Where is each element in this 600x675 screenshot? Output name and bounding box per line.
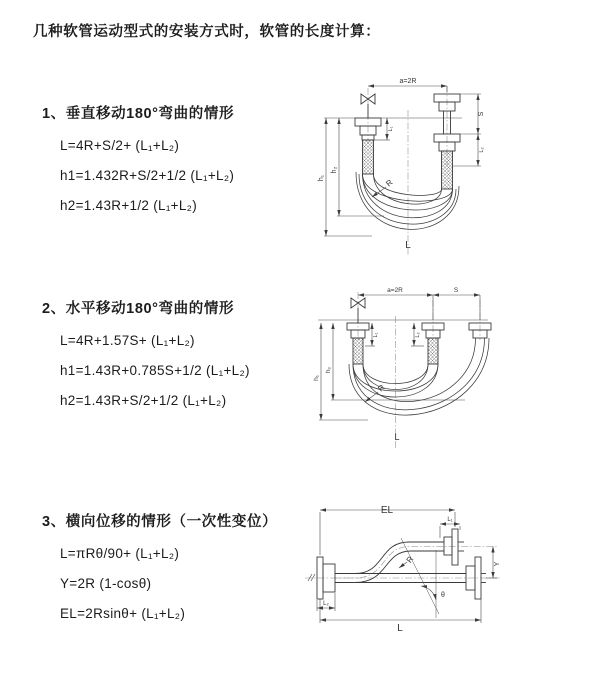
formula-l: L=πRθ/90+ (L₁+L₂) xyxy=(60,546,180,561)
dimension-labels xyxy=(318,78,485,251)
section-2-heading: 2、水平移动180°弯曲的情形 xyxy=(42,301,235,317)
dimension-lines xyxy=(317,510,497,623)
section-lateral-displacement xyxy=(42,510,277,629)
diagram-horizontal-180-bend xyxy=(310,280,505,455)
dim-y-label: Y xyxy=(494,561,501,567)
dim-l2-label: L₂ xyxy=(323,601,329,607)
dim-l2-label: L₂ xyxy=(479,147,485,153)
left-braid-section xyxy=(353,338,363,364)
formula-h2: h2=1.43R+1/2 (L₁+L₂) xyxy=(60,198,198,213)
formula-l: L=4R+1.57S+ (L₁+L₂) xyxy=(60,333,195,348)
section-horizontal-movement xyxy=(42,297,250,416)
centerline-break-mark xyxy=(308,574,315,581)
right-braid-section xyxy=(442,151,453,189)
length-label: L xyxy=(405,240,411,251)
middle-braid-section xyxy=(428,338,438,364)
section-3-heading: 3、横向位移的情形（一次性变位） xyxy=(42,514,278,530)
dim-a2r-label: a=2R xyxy=(387,287,403,294)
section-vertical-movement xyxy=(42,102,234,221)
dimension-labels xyxy=(313,287,459,442)
dim-h1-label: h₁ xyxy=(313,375,320,381)
diagram-lateral-displacement xyxy=(303,500,505,642)
dim-l1-label: L₁ xyxy=(388,126,394,132)
formula-h2: h2=1.43R+S/2+1/2 (L₁+L₂) xyxy=(60,393,227,408)
hose-assembly xyxy=(347,298,491,415)
dim-l2-label: L₂ xyxy=(415,332,421,338)
formula-l: L=4R+S/2+ (L₁+L₂) xyxy=(60,138,180,153)
radius-label: R xyxy=(404,554,416,565)
diagram-vertical-180-bend xyxy=(312,66,507,262)
dim-l1-label: L₁ xyxy=(447,517,453,523)
radius-label: R xyxy=(376,382,387,394)
dim-el-label: EL xyxy=(380,505,394,516)
dimension-lines xyxy=(324,86,481,236)
left-braid-section xyxy=(363,140,374,174)
formula-y: Y=2R (1-cosθ) xyxy=(60,576,152,591)
length-label: L xyxy=(397,623,403,634)
dim-s-label: S xyxy=(453,287,459,294)
formula-el: EL=2Rsinθ+ (L₁+L₂) xyxy=(60,606,186,621)
section-1-heading: 1、垂直移动180°弯曲的情形 xyxy=(42,106,235,122)
dim-h2-label: h₂ xyxy=(325,366,332,374)
s-curve-hose xyxy=(335,529,464,583)
angle-label: θ xyxy=(441,592,445,599)
page-title: 几种软管运动型式的安装方式时，软管的长度计算： xyxy=(33,24,381,40)
dim-h1-label: h₁ xyxy=(318,174,325,182)
centerlines xyxy=(358,292,480,448)
dim-l1-label: L₁ xyxy=(373,332,379,338)
upper-flange xyxy=(452,529,458,565)
hose-assembly xyxy=(355,94,460,229)
dim-a2r-label: a=2R xyxy=(399,78,417,85)
dim-s-label: S xyxy=(478,111,485,117)
radius-label: R xyxy=(384,177,395,189)
dim-h2-label: h₂ xyxy=(331,166,338,174)
formula-h1: h1=1.432R+S/2+1/2 (L₁+L₂) xyxy=(60,168,235,183)
formula-h1: h1=1.43R+0.785S+1/2 (L₁+L₂) xyxy=(60,363,250,378)
dimension-labels xyxy=(323,505,501,634)
dimension-lines xyxy=(318,295,488,420)
centerlines xyxy=(368,86,447,256)
length-label: L xyxy=(394,432,400,442)
